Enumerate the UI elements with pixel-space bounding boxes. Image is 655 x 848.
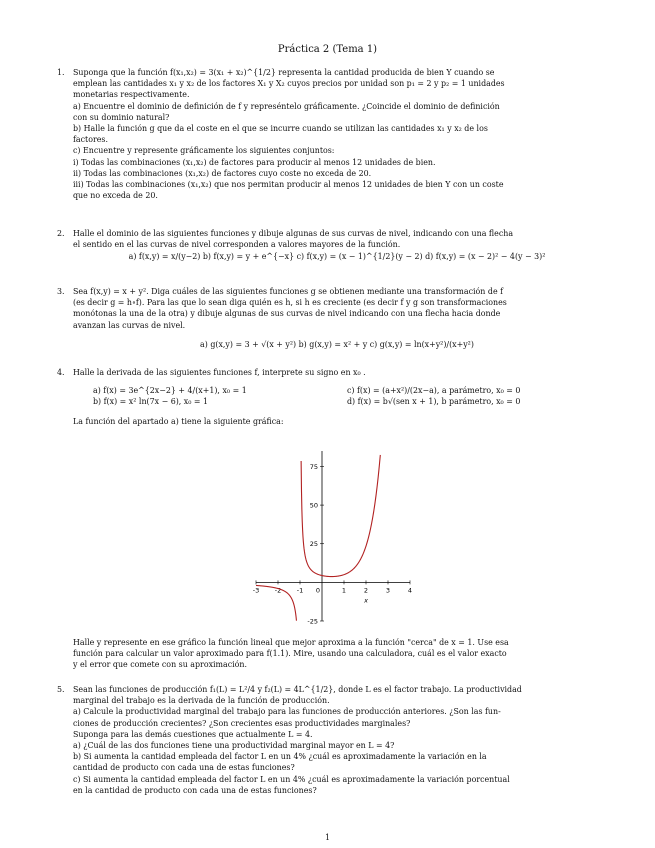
x-axis-label: x [364, 596, 368, 605]
origin-label: 0 [315, 586, 320, 595]
text-line: ciones de producción crecientes? ¿Son crecientes esas productividades marginales? [73, 718, 411, 728]
text-line: Suponga que la función f(x₁,x₂) = 3(x₁ + x₂)^{1/2} representa la cantidad producida de bien Y cuando se [73, 68, 495, 77]
problem-4 [57, 367, 601, 427]
axis-ticks [253, 463, 412, 626]
x-tick-label: -3 [252, 586, 260, 595]
text-line: a) Encuentre el dominio de definición de f y represéntelo gráficamente. ¿Coincide el dominio de definición [73, 101, 500, 111]
text-line: y el error que comete con su aproximación. [73, 660, 248, 670]
problem-number: 5. [57, 685, 65, 694]
x-tick-label: -1 [296, 586, 304, 595]
text-line: a) Calcule la productividad marginal del trabajo para las funciones de producción anteriores. ¿Son las fun- [73, 707, 501, 717]
text-line: con su dominio natural? [73, 112, 170, 122]
formula-line: a) f(x,y) = x/(y−2) b) f(x,y) = y + e^{−x} c) f(x,y) = (x − 1)^{1/2}(y − 2) d) f(x,y) = (x − 2)² − 4(y − 3)² [128, 252, 546, 262]
problem-number: 2. [57, 229, 65, 238]
text-line: Halle y represente en ese gráfico la función lineal que mejor aproxima a la función "cerca" de x = 1. Use esa [73, 638, 509, 647]
y-tick-label: 25 [309, 540, 318, 549]
text-line: i) Todas las combinaciones (x₁,x₂) de factores para producir al menos 12 unidades de bien. [73, 157, 436, 167]
problem-2 [57, 228, 601, 263]
text-line: avanzan las curvas de nivel. [73, 320, 186, 330]
graph-caption: La función del apartado a) tiene la siguiente gráfica: [73, 416, 284, 426]
text-line: monetarias respectivamente. [73, 90, 190, 100]
text-line: función para calcular un valor aproximado para f(1.1). Mire, usando una calculadora, cuál es el valor exacto [73, 649, 507, 659]
text-line: (es decir g = h∘f). Para las que lo sean diga quién es h, si h es creciente (es decir f y g son transformaciones [73, 298, 507, 308]
problem-5 [57, 684, 601, 796]
text-line: que no exceda de 20. [73, 191, 158, 201]
text-line: iii) Todas las combinaciones (x₁,x₂) que nos permitan producir al menos 12 unidades de bien Y con un coste [73, 180, 504, 190]
curve-right-branch [301, 455, 380, 577]
text-line: Sea f(x,y) = x + y². Diga cuáles de las siguientes funciones g se obtienen mediante una transformación de f [73, 287, 504, 296]
item-d: d) f(x) = b√(sen x + 1), b parámetro, x₀ = 0 [347, 397, 521, 407]
text-line: cantidad de producto con cada una de estas funciones? [73, 763, 295, 773]
x-tick-label: 3 [385, 586, 391, 595]
y-tick-label: 75 [309, 462, 318, 471]
function-graph [248, 447, 418, 627]
y-tick-label: -25 [307, 617, 318, 626]
page-number: 1 [324, 833, 331, 842]
x-tick-label: -2 [274, 586, 282, 595]
problem-4-continued [73, 637, 601, 671]
page-title: Práctica 2 (Tema 1) [277, 44, 378, 55]
text-line: factores. [73, 135, 108, 145]
item-a: a) f(x) = 3e^{2x−2} + 4/(x+1), x₀ = 1 [93, 386, 247, 396]
formula-line: a) g(x,y) = 3 + √(x + y²) b) g(x,y) = x² + y c) g(x,y) = ln(x+y²)/(x+y²) [200, 339, 474, 349]
text-line: b) Si aumenta la cantidad empleada del factor L en un 4% ¿cuál es aproximadamente la variación en la [73, 752, 487, 762]
x-tick-label: 1 [341, 586, 347, 595]
text-line: monótonas la una de la otra) y dibuje algunas de sus curvas de nivel indicando con una flecha hacia donde [73, 309, 501, 319]
text-line: Sean las funciones de producción f₁(L) = L²/4 y f₂(L) = 4L^{1/2}, donde L es el factor trabajo. La productividad [73, 685, 522, 694]
text-line: marginal del trabajo es la derivada de la función de producción. [73, 696, 330, 706]
text-line: el sentido en el las curvas de nivel corresponden a valores mayores de la función. [73, 240, 401, 250]
item-b: b) f(x) = x² ln(7x − 6), x₀ = 1 [93, 397, 209, 407]
text-line: c) Si aumenta la cantidad empleada del factor L en un 4% ¿cuál es aproximadamente la variación porcentual [73, 774, 510, 784]
problem-number: 3. [57, 287, 65, 296]
text-line: c) Encuentre y represente gráficamente los siguientes conjuntos: [73, 146, 335, 156]
problem-3 [57, 286, 601, 350]
right-column [347, 385, 601, 407]
text-line: en la cantidad de producto con cada una de estas funciones? [73, 785, 317, 795]
problem-1 [57, 67, 601, 201]
text-line: ii) Todas las combinaciones (x₁,x₂) de factores cuyo coste no exceda de 20. [73, 168, 372, 178]
x-tick-label: 2 [363, 586, 369, 595]
y-tick-label: 50 [309, 501, 318, 510]
text-line: b) Halle la función g que da el coste en el que se incurre cuando se utilizan las cantidades x₁ y x₂ de los [73, 124, 488, 134]
left-column [93, 385, 347, 407]
text-line: Halle la derivada de las siguientes funciones f, interprete su signo en x₀ . [73, 368, 366, 377]
problem-number: 1. [57, 68, 65, 77]
x-tick-label: 4 [407, 586, 413, 595]
item-c: c) f(x) = (a+x²)/(2x−a), a parámetro, x₀ = 0 [347, 386, 521, 396]
derivative-items [73, 385, 601, 407]
text-line: Suponga para las demás cuestiones que actualmente L = 4. [73, 729, 313, 739]
text-line: Halle el dominio de las siguientes funciones y dibuje algunas de sus curvas de nivel, indicando con una flecha [73, 229, 514, 238]
problem-number: 4. [57, 368, 65, 377]
text-line: emplean las cantidades x₁ y x₂ de los factores X₁ y X₂ cuyos precios por unidad son p₁ = 2 y p₂ = 1 unidades [73, 79, 505, 89]
text-line: a) ¿Cuál de las dos funciones tiene una productividad marginal mayor en L = 4? [73, 741, 395, 751]
